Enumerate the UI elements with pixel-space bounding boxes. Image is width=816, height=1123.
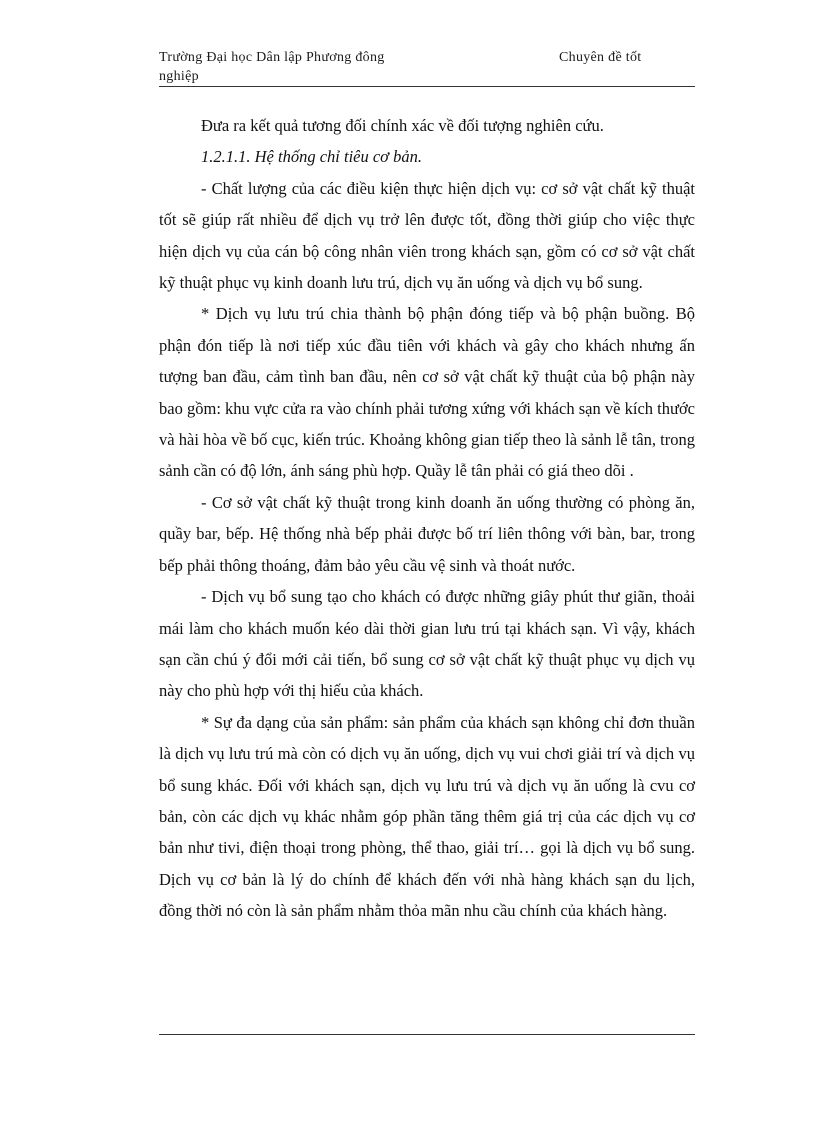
paragraph-accommodation: * Dịch vụ lưu trú chia thành bộ phận đóng tiếp và bộ phận buồng. Bộ phận đón tiếp là nơi tiếp xúc đầu tiên với khách và gây cho khách nhưng ấn tượng ban đầu, cảm tình ban đầu, nên cơ sở vật chất kỹ thuật của bộ phận này bao gồm: khu vực cửa ra vào chính phải tương xứng với khách sạn về kích thước và hài hòa về bố cục, kiến trúc. Khoảng không gian tiếp theo là sảnh lễ tân, trong sảnh cần có độ lớn, ánh sáng phù hợp. Quầy lễ tân phải có giá theo dõi . [159,304,695,481]
paragraph-supplementary-services: - Dịch vụ bổ sung tạo cho khách có được những giây phút thư giãn, thoải mái làm cho khách muốn kéo dài thời gian lưu trú tại khách sạn. Vì vậy, khách sạn cần chú ý đổi mới cải tiến, bổ sung cơ sở vật chất kỹ thuật phục vụ dịch vụ này cho phù hợp với thị hiếu của khách. [159,587,695,701]
footer-divider [159,1034,695,1035]
page-header [159,48,695,86]
paragraph-product-diversity: * Sự đa dạng của sản phẩm: sản phẩm của khách sạn không chỉ đơn thuần là dịch vụ lưu trú mà còn có dịch vụ ăn uống, dịch vụ vui chơi giải trí và dịch vụ bổ sung khác. Đối với khách sạn, dịch vụ lưu trú và dịch vụ ăn uống là cvu cơ bản, còn các dịch vụ khác nhằm góp phần tăng thêm giá trị của các dịch vụ cơ bản như tivi, điện thoại trong phòng, thể thao, giải trí… gọi là dịch vụ bổ sung. Dịch vụ cơ bản là lý do chính để khách đến với nhà hàng khách sạn du lịch, đồng thời nó còn là sản phẩm nhằm thỏa mãn nhu cầu chính của khách hàng. [159,712,695,921]
paragraph-facility-quality: - Chất lượng của các điều kiện thực hiện dịch vụ: cơ sở vật chất kỹ thuật tốt sẽ giúp rất nhiều để dịch vụ trở lên được tốt, đồng thời giúp cho việc thực hiện dịch vụ của cán bộ công nhân viên trong khách sạn, gồm có cơ sở vật chất kỹ thuật phục vụ kinh doanh lưu trú, dịch vụ ăn uống và dịch vụ bổ sung. [159,178,695,293]
paragraph-food-beverage: - Cơ sở vật chất kỹ thuật trong kinh doanh ăn uống thường có phòng ăn, quầy bar, bếp. Hệ thống nhà bếp phải được bố trí liên thông với bàn, bar, trong bếp phải thông thoáng, đảm bảo yêu cầu vệ sinh và thoát nước. [159,492,695,575]
header-school-name: Trường Đại học Dân lập Phương đông [159,50,385,65]
intro-line: Đưa ra kết quả tương đối chính xác về đối tượng nghiên cứu. [201,116,604,135]
header-document-type: Chuyên đề tốt [559,50,642,65]
header-divider [159,86,695,87]
section-heading: 1.2.1.1. Hệ thống chỉ tiêu cơ bản. [201,147,422,167]
header-continuation: nghiệp [159,69,199,84]
document-body [159,110,695,927]
